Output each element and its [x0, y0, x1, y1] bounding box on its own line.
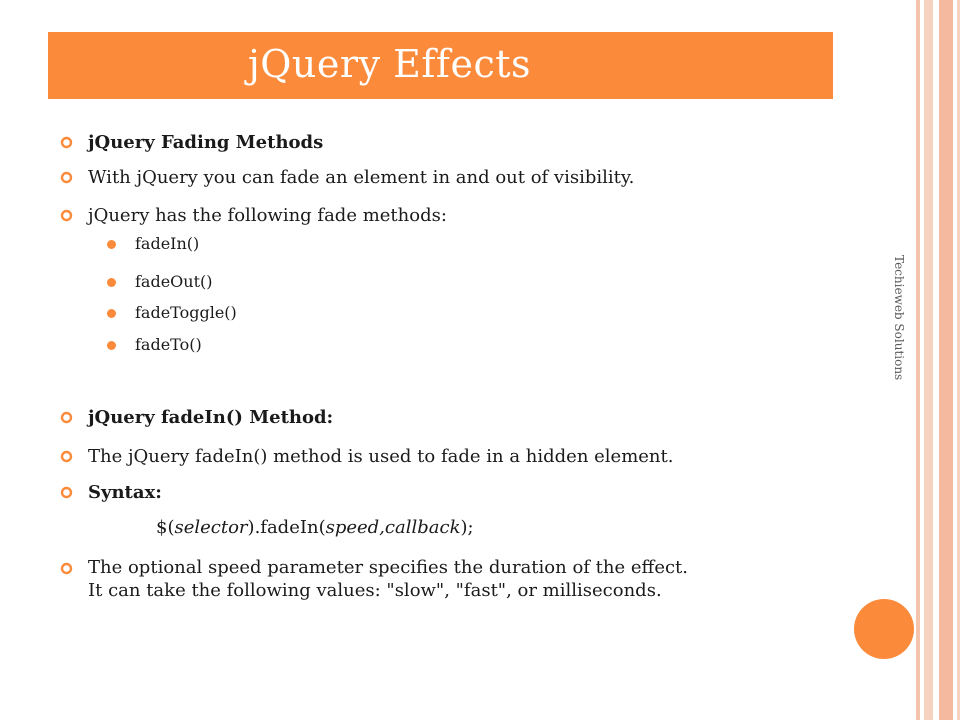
method-item: fadeTo() — [135, 335, 202, 354]
syntax-selector: selector — [174, 517, 248, 538]
bullet-icon — [60, 450, 73, 463]
method-item: fadeOut() — [135, 272, 213, 291]
syntax-args: speed,callback — [325, 517, 461, 538]
heading-fading-methods: jQuery Fading Methods — [88, 132, 324, 153]
bullet-icon — [60, 411, 73, 424]
bullet-icon — [60, 136, 73, 149]
syntax-code — [156, 516, 474, 540]
text-speed-line-2: It can take the following values: "slow", "fast", or milliseconds. — [88, 580, 662, 601]
sub-bullet-dot — [107, 309, 116, 318]
bullet-icon — [60, 171, 73, 184]
heading-syntax: Syntax: — [88, 482, 162, 503]
side-label — [892, 255, 906, 405]
sub-bullet-dot — [107, 240, 116, 249]
text-speed-line-1: The optional speed parameter specifies the duration of the effect. — [88, 557, 689, 578]
sub-bullet-dot — [107, 278, 116, 287]
heading-fadein-method: jQuery fadeIn() Method: — [88, 407, 334, 428]
sub-bullet-dot — [107, 341, 116, 350]
method-item: fadeToggle() — [135, 303, 237, 322]
syntax-suffix: ); — [460, 517, 474, 538]
text-fade-description: With jQuery you can fade an element in and out of visibility. — [88, 167, 635, 188]
side-label-text: Techieweb Solutions — [892, 255, 906, 381]
bullet-icon — [60, 486, 73, 499]
decorative-stripes — [916, 0, 960, 720]
syntax-prefix: $( — [156, 517, 175, 538]
text-fadein-description: The jQuery fadeIn() method is used to fade in a hidden element. — [88, 446, 674, 467]
method-item: fadeIn() — [135, 234, 200, 253]
text-fade-methods-intro: jQuery has the following fade methods: — [88, 205, 447, 226]
syntax-mid: ).fadeIn( — [247, 517, 326, 538]
slide-title: jQuery Effects — [248, 42, 532, 86]
bullet-icon — [60, 562, 73, 575]
bullet-icon — [60, 209, 73, 222]
text-speed-parameter — [88, 556, 688, 602]
decorative-circle — [854, 599, 914, 659]
